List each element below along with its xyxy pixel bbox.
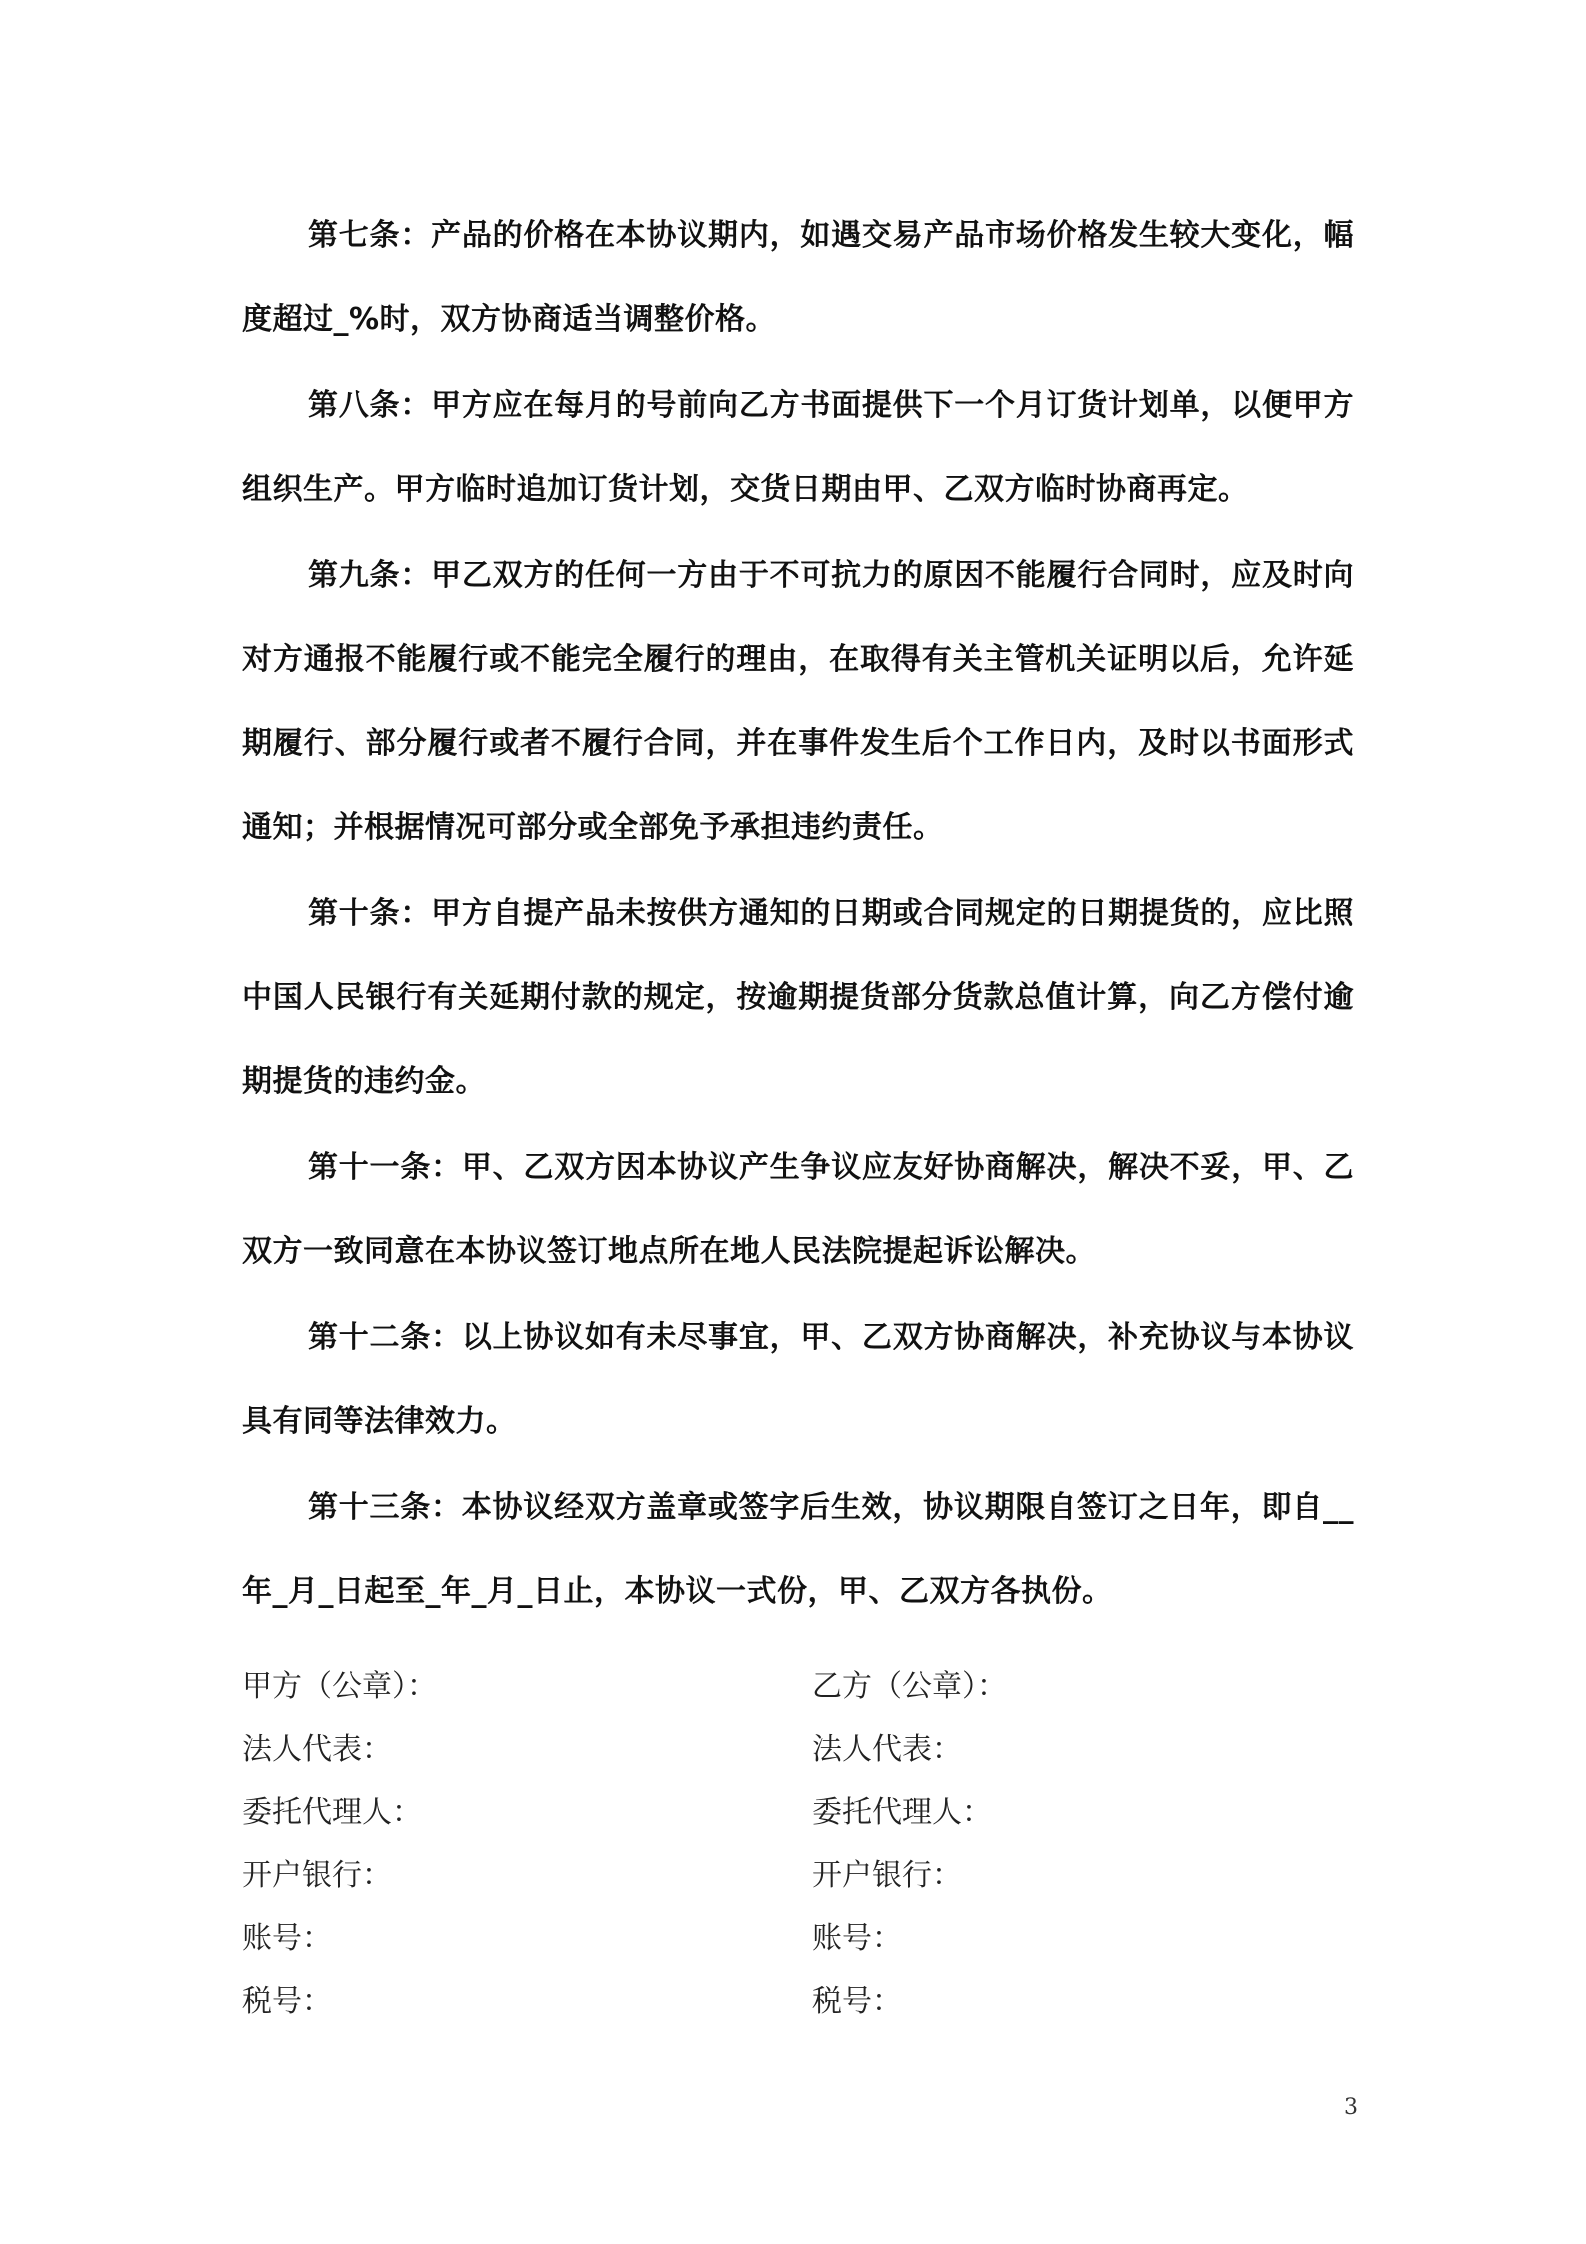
party-b-bank-label: 开户银行： <box>812 1858 962 1893</box>
party-a-tax-label: 税号： <box>242 1984 332 2019</box>
party-a-legal-rep-label: 法人代表： <box>242 1732 392 1767</box>
clause-10 <box>242 872 1354 1124</box>
clause-8 <box>242 364 1354 532</box>
signature-block <box>242 1662 1354 2040</box>
party-a-agent-label: 委托代理人： <box>242 1795 422 1830</box>
clause-text: 甲方自提产品未按供方通知的日期或合同规定的日期提货的，应比照中国人民银行有关延期付款的规定，按逾期提货部分货款总值计算，向乙方偿付逾期提货的违约金。 <box>242 896 1355 1099</box>
clause-11 <box>242 1126 1354 1294</box>
party-a-seal-label: 甲方（公章）： <box>242 1669 437 1704</box>
signature-row-account <box>242 1914 1354 1977</box>
signature-row-bank <box>242 1851 1354 1914</box>
clause-9 <box>242 534 1354 870</box>
party-b-account-label: 账号： <box>812 1921 902 1956</box>
party-b-legal-rep-label: 法人代表： <box>812 1732 962 1767</box>
clause-text: 甲方应在每月的号前向乙方书面提供下一个月订货计划单，以便甲方组织生产。甲方临时追加订货计划，交货日期由甲、乙双方临时协商再定。 <box>242 388 1355 507</box>
clause-heading: 第十三条： <box>308 1490 462 1525</box>
clause-heading: 第十一条： <box>308 1150 462 1185</box>
clause-heading: 第十二条： <box>308 1320 462 1355</box>
party-b-agent-label: 委托代理人： <box>812 1795 992 1830</box>
clause-text: 甲乙双方的任何一方由于不可抗力的原因不能履行合同时，应及时向对方通报不能履行或不能完全履行的理由，在取得有关主管机关证明以后，允许延期履行、部分履行或者不履行合同，并在事件发生后个工作日内，及时以书面形式通知；并根据情况可部分或全部免予承担违约责任。 <box>242 558 1355 845</box>
signature-row-seal <box>242 1662 1354 1725</box>
clause-12 <box>242 1296 1354 1464</box>
signature-row-agent <box>242 1788 1354 1851</box>
clause-text: 以上协议如有未尽事宜，甲、乙双方协商解决，补充协议与本协议具有同等法律效力。 <box>242 1320 1355 1439</box>
contract-clauses <box>242 194 1354 1636</box>
clause-13 <box>242 1466 1354 1634</box>
clause-7 <box>242 194 1354 362</box>
party-a-bank-label: 开户银行： <box>242 1858 392 1893</box>
party-b-tax-label: 税号： <box>812 1984 902 2019</box>
page-number: 3 <box>1344 2095 1358 2120</box>
party-a-account-label: 账号： <box>242 1921 332 1956</box>
party-b-seal-label: 乙方（公章）： <box>812 1669 1007 1704</box>
signature-row-tax <box>242 1977 1354 2040</box>
clause-heading: 第八条： <box>308 388 432 423</box>
clause-heading: 第十条： <box>308 896 432 931</box>
clause-heading: 第九条： <box>308 558 432 593</box>
clause-text: 甲、乙双方因本协议产生争议应友好协商解决，解决不妥，甲、乙双方一致同意在本协议签订地点所在地人民法院提起诉讼解决。 <box>242 1150 1355 1269</box>
signature-row-legal-rep <box>242 1725 1354 1788</box>
clause-heading: 第七条： <box>308 218 432 253</box>
clause-text: 产品的价格在本协议期内，如遇交易产品市场价格发生较大变化，幅度超过_%时，双方协商适当调整价格。 <box>242 218 1355 337</box>
clause-text: 本协议经双方盖章或签字后生效，协议期限自签订之日年，即自__年_月_日起至_年_月_日止，本协议一式份，甲、乙双方各执份。 <box>242 1490 1355 1609</box>
